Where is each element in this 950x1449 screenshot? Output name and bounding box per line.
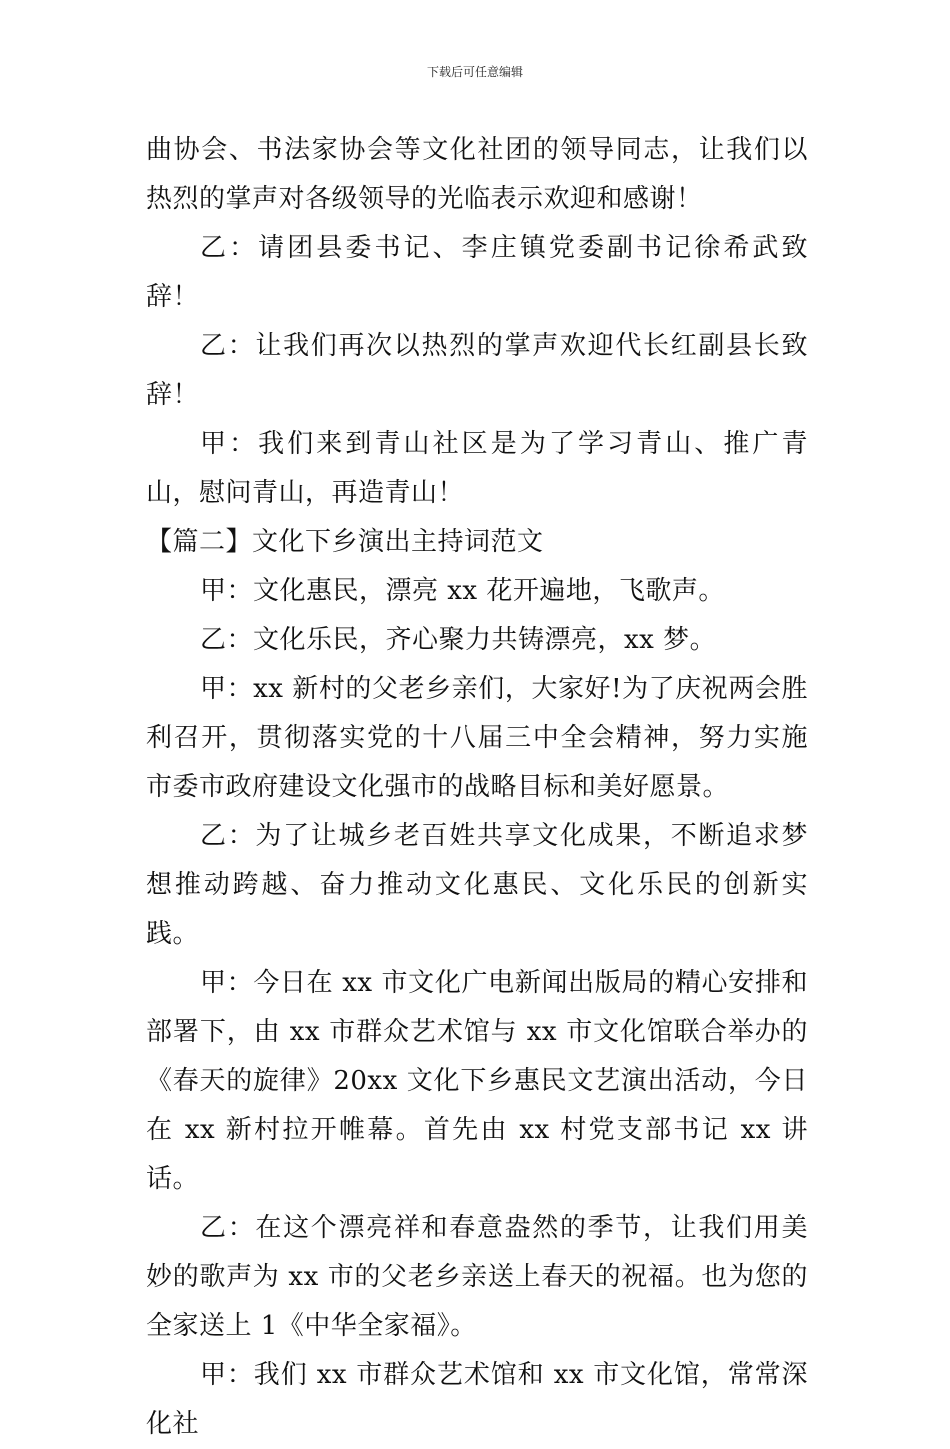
- paragraph: 乙：在这个漂亮祥和春意盎然的季节，让我们用美妙的歌声为 xx 市的父老乡亲送上春天的祝福。也为您的全家送上 1《中华全家福》。: [146, 1213, 808, 1341]
- paragraph: 甲：文化惠民，漂亮 xx 花开遍地，飞歌声。: [200, 576, 725, 606]
- paragraph: 甲：我们来到青山社区是为了学习青山、推广青山，慰问青山，再造青山！: [146, 429, 808, 508]
- paragraph: 乙：让我们再次以热烈的掌声欢迎代长红副县长致辞！: [146, 331, 808, 410]
- page-header: 下载后可任意编辑: [426, 65, 523, 79]
- paragraph: 乙：请团县委书记、李庄镇党委副书记徐希武致辞！: [146, 233, 808, 312]
- paragraph: 甲：我们 xx 市群众艺术馆和 xx 市文化馆，常常深化社: [146, 1360, 808, 1439]
- paragraph: 乙：为了让城乡老百姓共享文化成果，不断追求梦想推动跨越、奋力推动文化惠民、文化乐民的创新实践。: [146, 821, 808, 949]
- document-body: [146, 126, 808, 1449]
- section-heading: 【篇二】文化下乡演出主持词范文: [146, 527, 544, 557]
- paragraph: 甲：今日在 xx 市文化广电新闻出版局的精心安排和部署下，由 xx 市群众艺术馆与 xx 市文化馆联合举办的《春天的旋律》20xx 文化下乡惠民文艺演出活动，今日在 xx 新村拉开帷幕。首先由 xx 村党支部书记 xx 讲话。: [146, 968, 808, 1194]
- paragraph: 乙：文化乐民，齐心聚力共铸漂亮，xx 梦。: [200, 625, 717, 655]
- paragraph: 曲协会、书法家协会等文化社团的领导同志，让我们以热烈的掌声对各级领导的光临表示欢迎和感谢！: [146, 135, 808, 214]
- paragraph: 甲：xx 新村的父老乡亲们，大家好!为了庆祝两会胜利召开，贯彻落实党的十八届三中全会精神，努力实施市委市政府建设文化强市的战略目标和美好愿景。: [146, 674, 808, 802]
